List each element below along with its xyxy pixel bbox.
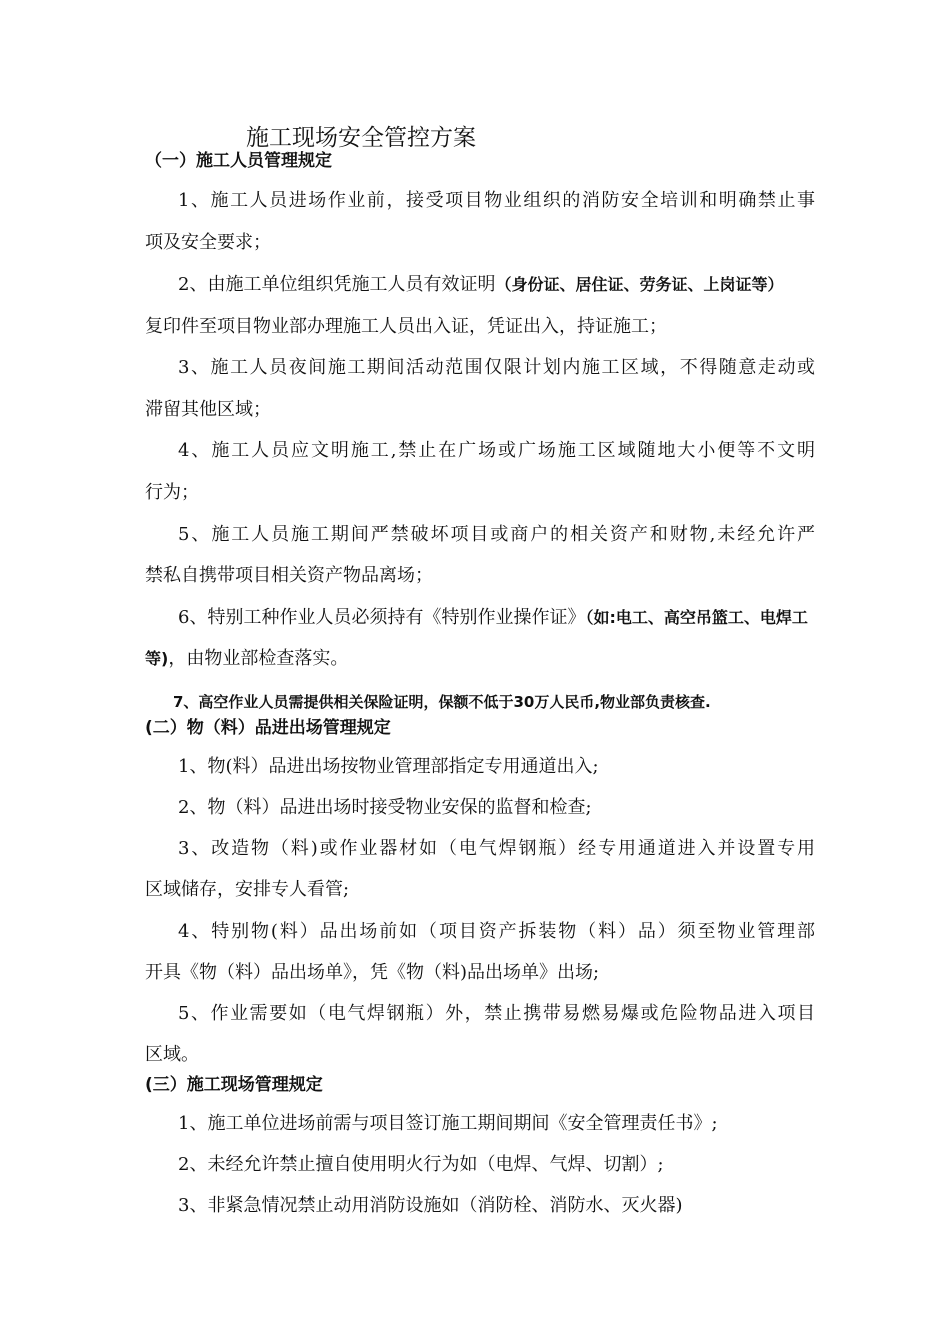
s1-item-2-documents: （身份证、居住证、劳务证、上岗证等）: [495, 275, 784, 294]
s1-item-3-line-2: 滞留其他区域；: [145, 399, 271, 420]
s2-item-3-line-1: 3、改造物（料)或作业器材如（电气焊钢瓶）经专用通道进入并设置专用: [178, 838, 815, 859]
s1-item-2-line-1: [178, 274, 815, 296]
section-1-heading: （一）施工人员管理规定: [145, 151, 332, 171]
s2-item-4-line-2: 开具《物（料）品出场单》，凭《物（料)品出场单》出场;: [145, 962, 600, 983]
section-3-heading: (三）施工现场管理规定: [145, 1075, 323, 1095]
s1-item-5-line-1: 5、施工人员施工期间严禁破坏项目或商户的相关资产和财物,未经允许严: [178, 524, 815, 545]
s2-item-3-line-2: 区域储存，安排专人看管;: [145, 879, 350, 900]
s1-item-2-text: 2、由施工单位组织凭施工人员有效证明: [178, 274, 496, 295]
s2-item-5-line-2: 区域。: [145, 1044, 199, 1065]
s3-item-3: 3、非紧急情况禁止动用消防设施如（消防栓、消防水、灭火器): [178, 1195, 683, 1216]
section-2-heading: (二）物（料）品进出场管理规定: [145, 718, 391, 738]
s2-item-5-line-1: 5、作业需要如（电气焊钢瓶）外，禁止携带易燃易爆或危险物品进入项目: [178, 1003, 815, 1024]
document-title: 施工现场安全管控方案: [246, 125, 476, 151]
s2-item-2: 2、物（料）品进出场时接受物业安保的监督和检查;: [178, 797, 592, 818]
s1-item-6-line-1: [178, 607, 815, 629]
s1-item-4-line-1: 4、施工人员应文明施工,禁止在广场或广场施工区域随地大小便等不文明: [178, 440, 815, 461]
s1-item-6-text-end: ，由物业部检查落实。: [168, 648, 349, 669]
s3-item-2: 2、未经允许禁止擅自使用明火行为如（电焊、气焊、切割）;: [178, 1154, 664, 1175]
s1-item-6-text: 6、特别工种作业人员必须持有《特别作业操作证》: [178, 607, 586, 628]
s3-item-1: 1、施工单位进场前需与项目签订施工期间期间《安全管理责任书》;: [178, 1113, 718, 1134]
s2-item-1: 1、物(料）品进出场按物业管理部指定专用通道出入;: [178, 756, 599, 777]
s1-item-6-examples-end: 等): [145, 649, 169, 668]
s1-item-5-line-2: 禁私自携带项目相关资产物品离场；: [145, 565, 433, 586]
s2-item-4-line-1: 4、特别物(料）品出场前如（项目资产拆装物（料）品）须至物业管理部: [178, 921, 815, 942]
s1-item-4-line-2: 行为；: [145, 482, 199, 503]
s1-item-1-line-2: 项及安全要求；: [145, 232, 271, 253]
s1-item-3-line-1: 3、施工人员夜间施工期间活动范围仅限计划内施工区域，不得随意走动或: [178, 357, 815, 378]
s1-item-2-line-2: 复印件至项目物业部办理施工人员出入证，凭证出入，持证施工；: [145, 316, 667, 337]
s1-item-6-line-2: [145, 648, 815, 670]
s1-item-7: 7、高空作业人员需提供相关保险证明，保额不低于30万人民币,物业部负责核查.: [173, 693, 711, 711]
s1-item-6-examples: （如:电工、高空吊篮工、电焊工: [585, 608, 808, 627]
s1-item-1-line-1: 1、施工人员进场作业前，接受项目物业组织的消防安全培训和明确禁止事: [178, 190, 815, 211]
